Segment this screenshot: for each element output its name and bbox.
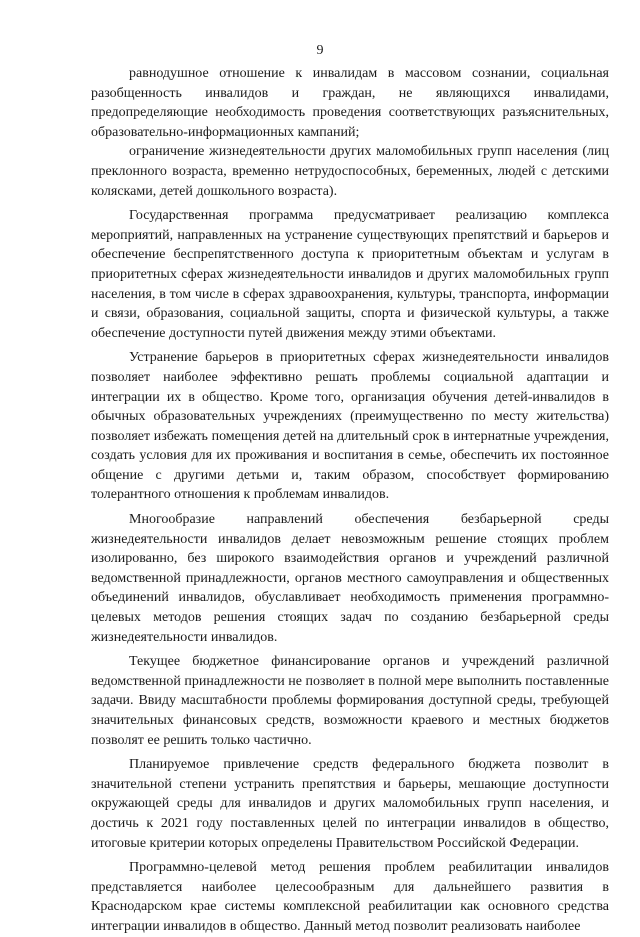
page-number: 9 bbox=[316, 43, 324, 58]
paragraph: Устранение барьеров в приоритетных сферах жизнедеятельности инвалидов позволяет наиболее эффективно решать проблемы социальной адаптации и интеграции их в общество. Кроме того, организация обучения детей-инвалидов в обычных образовательных учреждениях (преимущественно по месту жительства) позволяет избежать помещения детей на длительный срок в интернатные учреждения, создать условия для их проживания и воспитания в семье, обеспечить их постоянное общение с другими детьми и, таким образом, способствует формированию толерантного отношения к проблемам инвалидов. bbox=[91, 350, 609, 503]
document-body bbox=[91, 64, 609, 937]
paragraph: Текущее бюджетное финансирование органов и учреждений различной ведомственной принадлежности не позволяет в полной мере выполнить поставленные задачи. Ввиду масштабности проблемы формирования доступной среды, требующей значительных финансовых средств, возможности краевого и местных бюджетов позволят ее решить только частично. bbox=[91, 654, 609, 748]
paragraph: Многообразие направлений обеспечения безбарьерной среды жизнедеятельности инвалидов делает невозможным решение стоящих проблем изолированно, без широкого взаимодействия органов и учреждений различной ведомственной принадлежности, органов местного самоуправления и общественных объединений инвалидов, обуславливает необходимость применения программно-целевых методов решения стоящих задач по созданию безбарьерной среды жизнедеятельности инвалидов. bbox=[91, 512, 609, 645]
paragraph: Планируемое привлечение средств федерального бюджета позволит в значительной степени устранить препятствия и барьеры, мешающие доступности окружающей среды для инвалидов и других маломобильных групп населения, и достичь к 2021 году поставленных целей по интеграции инвалидов в общество, итоговые критерии которых определены Правительством Российской Федерации. bbox=[91, 757, 609, 851]
paragraph-list-item: ограничение жизнедеятельности других маломобильных групп населения (лиц преклонного возраста, временно нетрудоспособных, беременных, людей с детскими колясками, детей дошкольного возраста). bbox=[91, 144, 609, 199]
paragraph: Программно-целевой метод решения проблем реабилитации инвалидов представляется наиболее целесообразным для дальнейшего развития в Краснодарском крае системы комплексной реабилитации как основного средства интеграции инвалидов в общество. Данный метод позволит реализовать наиболее bbox=[91, 860, 609, 934]
paragraph-list-continuation: равнодушное отношение к инвалидам в массовом сознании, социальная разобщенность инвалидов и граждан, не являющихся инвалидами, предопределяющие необходимость проведения соответствующих разъяснительных, образовательно-информационных кампаний; bbox=[91, 66, 609, 140]
paragraph: Государственная программа предусматривает реализацию комплекса мероприятий, направленных на устранение существующих препятствий и барьеров и обеспечение беспрепятственного доступа к приоритетным объектам и услугам в приоритетных сферах жизнедеятельности инвалидов и других маломобильных групп населения, в том числе в сферах здравоохранения, культуры, транспорта, информации и связи, образования, социальной защиты, спорта и физической культуры, а также обеспечение доступности путей движения между этими объектами. bbox=[91, 208, 609, 341]
